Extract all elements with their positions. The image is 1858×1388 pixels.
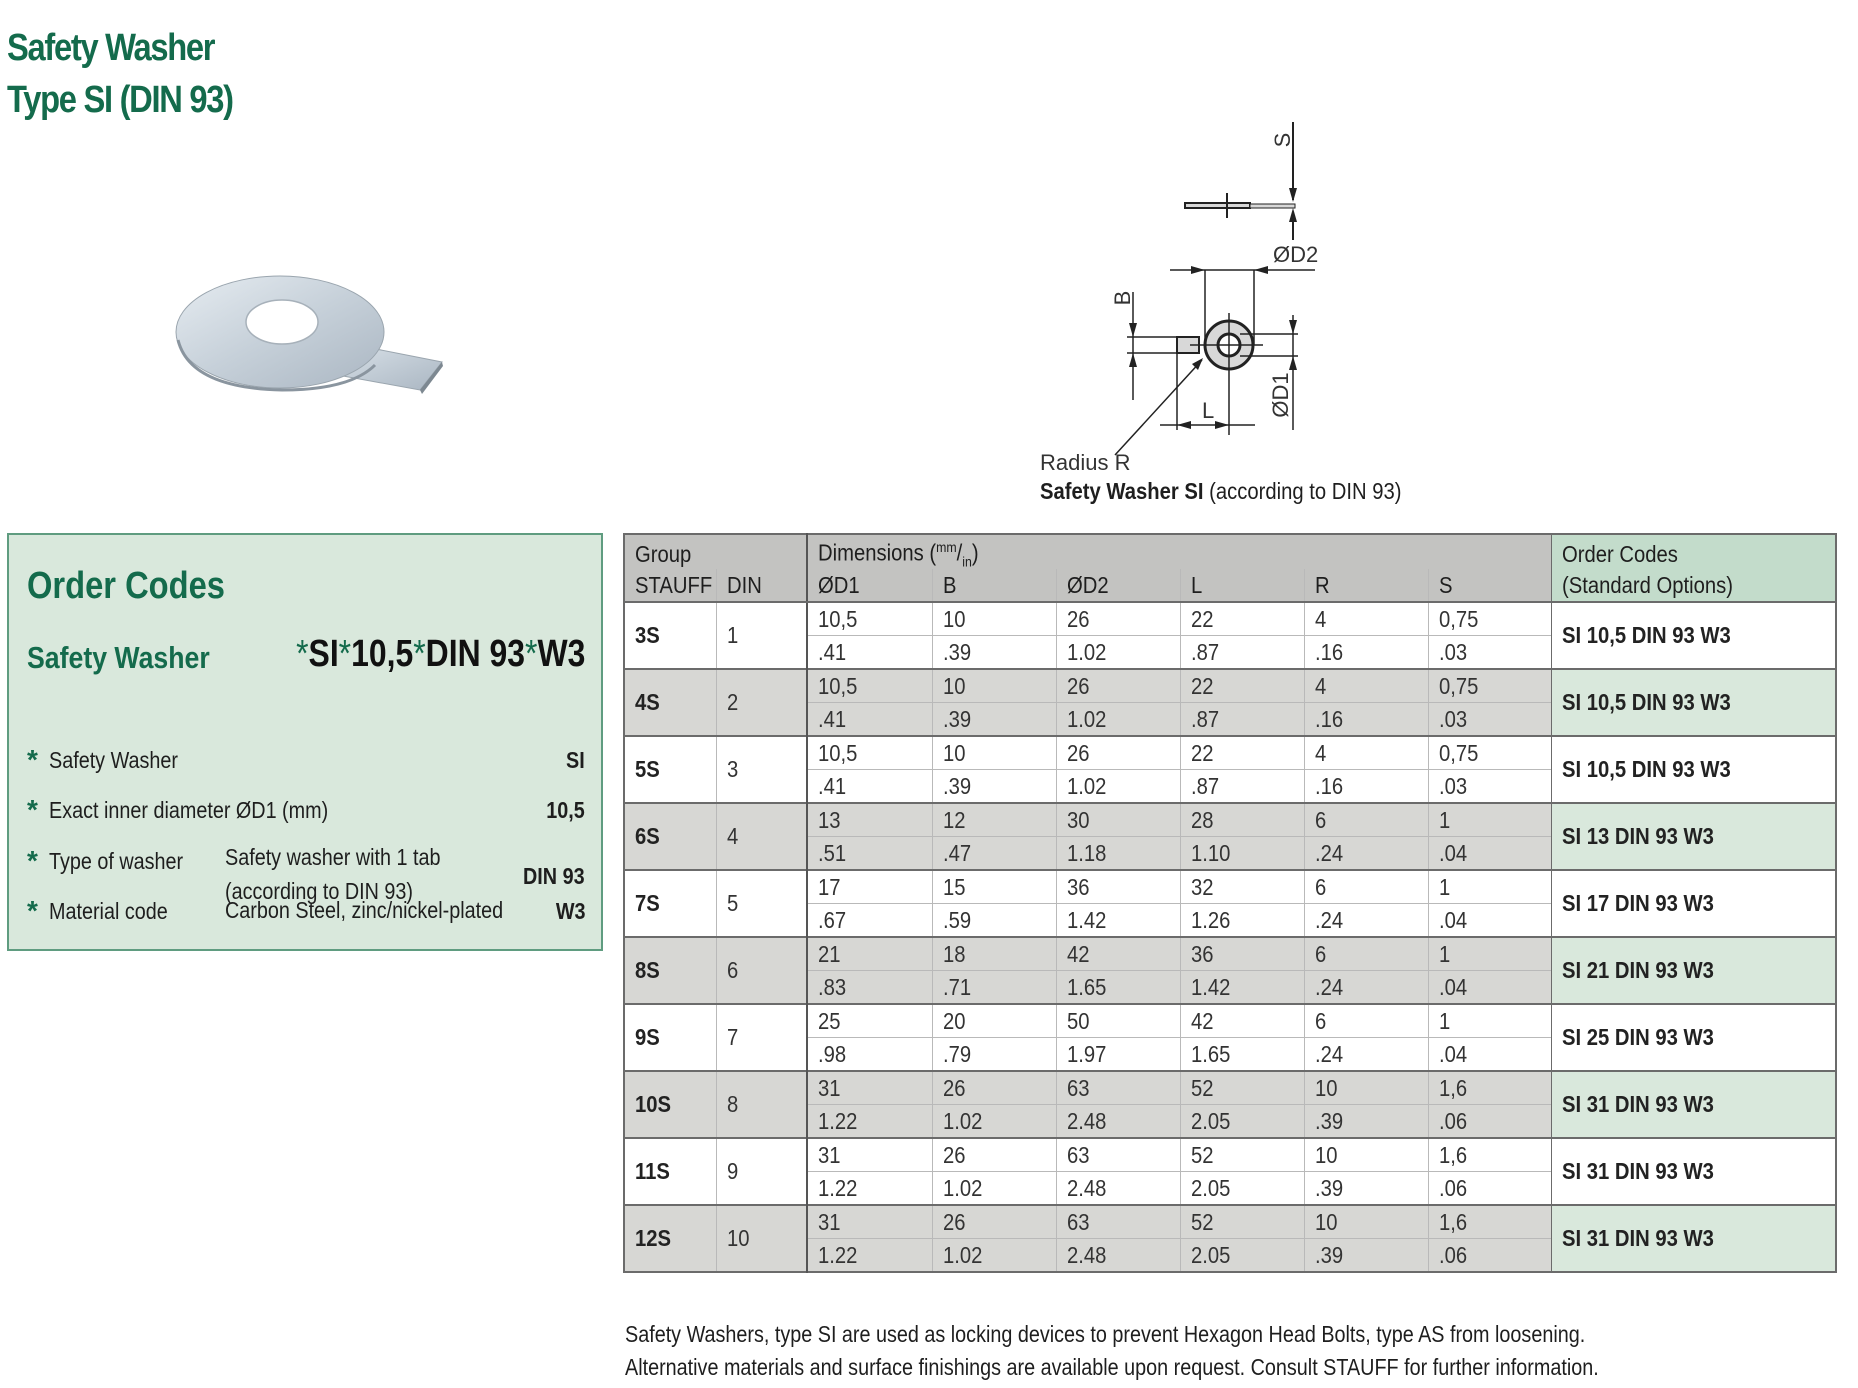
cell-in: 1.22 bbox=[807, 1105, 932, 1139]
order-code-pattern bbox=[296, 633, 585, 676]
caption-bold: Safety Washer SI bbox=[1040, 478, 1204, 504]
cell-din: 9 bbox=[716, 1138, 807, 1205]
cell-stauff: 11S bbox=[624, 1138, 716, 1205]
star-icon: * bbox=[27, 744, 38, 775]
cell-mm: 52 bbox=[1180, 1205, 1304, 1239]
cell-in: .04 bbox=[1428, 1038, 1551, 1072]
cell-in: .87 bbox=[1180, 703, 1304, 737]
header-b: B bbox=[932, 569, 1056, 602]
cell-mm: 31 bbox=[807, 1071, 932, 1105]
cell-mm: 26 bbox=[1056, 602, 1180, 636]
cell-order-code: SI 21 DIN 93 W3 bbox=[1551, 937, 1836, 1004]
order-row-label: Type of washer bbox=[49, 848, 184, 874]
cell-order-code: SI 25 DIN 93 W3 bbox=[1551, 1004, 1836, 1071]
cell-in: .39 bbox=[1304, 1172, 1428, 1206]
cell-order-code: SI 17 DIN 93 W3 bbox=[1551, 870, 1836, 937]
cell-in: .24 bbox=[1304, 904, 1428, 938]
header-d1: ØD1 bbox=[807, 569, 932, 602]
cell-mm: 10 bbox=[932, 736, 1056, 770]
cell-in: 2.05 bbox=[1180, 1105, 1304, 1139]
cell-mm: 1 bbox=[1428, 1004, 1551, 1038]
cell-mm: 6 bbox=[1304, 803, 1428, 837]
cell-mm: 10 bbox=[1304, 1071, 1428, 1105]
cell-mm: 63 bbox=[1056, 1138, 1180, 1172]
cell-mm: 1 bbox=[1428, 870, 1551, 904]
cell-order-code: SI 13 DIN 93 W3 bbox=[1551, 803, 1836, 870]
label-d1: ØD1 bbox=[1268, 372, 1293, 418]
order-codes-title: Order Codes bbox=[27, 565, 225, 607]
cell-din: 10 bbox=[716, 1205, 807, 1272]
footer-line-1: Safety Washers, type SI are used as locking devices to prevent Hexagon Head Bolts, type AS from loosening. bbox=[625, 1321, 1586, 1347]
cell-in: .04 bbox=[1428, 904, 1551, 938]
cell-in: .24 bbox=[1304, 971, 1428, 1005]
code-part-standard: DIN 93 bbox=[425, 633, 525, 675]
cell-in: .83 bbox=[807, 971, 932, 1005]
cell-stauff: 10S bbox=[624, 1071, 716, 1138]
star-icon: * bbox=[295, 633, 309, 675]
cell-mm: 52 bbox=[1180, 1071, 1304, 1105]
cell-in: .87 bbox=[1180, 770, 1304, 804]
cell-mm: 22 bbox=[1180, 669, 1304, 703]
cell-in: .06 bbox=[1428, 1105, 1551, 1139]
cell-in: .16 bbox=[1304, 770, 1428, 804]
cell-in: 1.97 bbox=[1056, 1038, 1180, 1072]
label-s: S bbox=[1270, 132, 1295, 148]
cell-in: .39 bbox=[932, 770, 1056, 804]
label-b: B bbox=[1110, 290, 1135, 306]
cell-in: .06 bbox=[1428, 1239, 1551, 1273]
label-l: L bbox=[1202, 398, 1215, 423]
cell-in: .04 bbox=[1428, 971, 1551, 1005]
header-l: L bbox=[1180, 569, 1304, 602]
cell-mm: 26 bbox=[1056, 669, 1180, 703]
cell-mm: 31 bbox=[807, 1205, 932, 1239]
cell-mm: 21 bbox=[807, 937, 932, 971]
cell-mm: 30 bbox=[1056, 803, 1180, 837]
cell-mm: 26 bbox=[932, 1138, 1056, 1172]
cell-in: .67 bbox=[807, 904, 932, 938]
title-line-2: Type SI (DIN 93) bbox=[7, 79, 233, 121]
cell-din: 1 bbox=[716, 602, 807, 669]
cell-mm: 32 bbox=[1180, 870, 1304, 904]
cell-din: 2 bbox=[716, 669, 807, 736]
cell-order-code: SI 31 DIN 93 W3 bbox=[1551, 1138, 1836, 1205]
table-row bbox=[624, 803, 1836, 837]
cell-in: 1.65 bbox=[1180, 1038, 1304, 1072]
technical-drawing bbox=[1030, 100, 1450, 470]
cell-mm: 1 bbox=[1428, 803, 1551, 837]
cell-mm: 26 bbox=[1056, 736, 1180, 770]
header-group: Group bbox=[624, 534, 807, 569]
cell-order-code: SI 31 DIN 93 W3 bbox=[1551, 1205, 1836, 1272]
cell-in: .24 bbox=[1304, 837, 1428, 871]
table-body bbox=[624, 602, 1836, 1272]
table-row bbox=[624, 1004, 1836, 1038]
cell-order-code: SI 10,5 DIN 93 W3 bbox=[1551, 736, 1836, 803]
cell-in: .06 bbox=[1428, 1172, 1551, 1206]
cell-in: .98 bbox=[807, 1038, 932, 1072]
star-icon: * bbox=[412, 633, 426, 675]
cell-in: .16 bbox=[1304, 703, 1428, 737]
cell-mm: 1,6 bbox=[1428, 1138, 1551, 1172]
cell-in: 1.42 bbox=[1180, 971, 1304, 1005]
plan-view bbox=[1115, 266, 1315, 455]
cell-mm: 10,5 bbox=[807, 669, 932, 703]
cell-in: .03 bbox=[1428, 636, 1551, 670]
cell-mm: 31 bbox=[807, 1138, 932, 1172]
cell-in: .03 bbox=[1428, 703, 1551, 737]
cell-in: 2.05 bbox=[1180, 1172, 1304, 1206]
header-dimensions: Dimensions $(^{mm}/_{in})$ bbox=[807, 534, 1551, 569]
cell-in: .47 bbox=[932, 837, 1056, 871]
cell-in: 1.18 bbox=[1056, 837, 1180, 871]
cell-in: 1.22 bbox=[807, 1172, 932, 1206]
cell-mm: 52 bbox=[1180, 1138, 1304, 1172]
cell-mm: 42 bbox=[1056, 937, 1180, 971]
cell-din: 5 bbox=[716, 870, 807, 937]
order-row-value: W3 bbox=[555, 898, 585, 924]
table-row bbox=[624, 870, 1836, 904]
cell-mm: 10 bbox=[932, 669, 1056, 703]
cell-order-code: SI 10,5 DIN 93 W3 bbox=[1551, 602, 1836, 669]
cell-in: 1.65 bbox=[1056, 971, 1180, 1005]
cell-mm: 20 bbox=[932, 1004, 1056, 1038]
cell-in: .04 bbox=[1428, 837, 1551, 871]
cell-in: .16 bbox=[1304, 636, 1428, 670]
cell-in: .51 bbox=[807, 837, 932, 871]
cell-in: .59 bbox=[932, 904, 1056, 938]
cell-in: 1.02 bbox=[932, 1105, 1056, 1139]
cell-din: 8 bbox=[716, 1071, 807, 1138]
description-line-2: (according to DIN 93) bbox=[225, 878, 413, 904]
title-line-1: Safety Washer bbox=[7, 27, 215, 69]
code-part-material: W3 bbox=[537, 633, 585, 675]
table-row bbox=[624, 736, 1836, 770]
table-row bbox=[624, 1071, 1836, 1105]
cell-stauff: 4S bbox=[624, 669, 716, 736]
header-r: R bbox=[1304, 569, 1428, 602]
star-icon: * bbox=[27, 845, 38, 876]
cell-in: .41 bbox=[807, 636, 932, 670]
dimensions-table bbox=[623, 533, 1837, 1273]
cell-in: .79 bbox=[932, 1038, 1056, 1072]
order-codes-panel bbox=[7, 533, 603, 951]
cell-in: 2.48 bbox=[1056, 1105, 1180, 1139]
cell-mm: 4 bbox=[1304, 669, 1428, 703]
cell-in: 1.02 bbox=[1056, 703, 1180, 737]
cell-mm: 26 bbox=[932, 1071, 1056, 1105]
cell-order-code: SI 31 DIN 93 W3 bbox=[1551, 1071, 1836, 1138]
cell-mm: 10 bbox=[1304, 1138, 1428, 1172]
caption-rest: (according to DIN 93) bbox=[1203, 478, 1402, 504]
cell-in: 1.10 bbox=[1180, 837, 1304, 871]
cell-mm: 1,6 bbox=[1428, 1071, 1551, 1105]
cell-mm: 6 bbox=[1304, 870, 1428, 904]
cell-in: .71 bbox=[932, 971, 1056, 1005]
cell-in: 1.02 bbox=[1056, 770, 1180, 804]
cell-stauff: 9S bbox=[624, 1004, 716, 1071]
table-row bbox=[624, 937, 1836, 971]
star-icon: * bbox=[338, 633, 351, 675]
cell-mm: 63 bbox=[1056, 1205, 1180, 1239]
cell-in: .24 bbox=[1304, 1038, 1428, 1072]
header-d2: ØD2 bbox=[1056, 569, 1180, 602]
order-row-label: Exact inner diameter ØD1 (mm) bbox=[49, 797, 329, 823]
cell-stauff: 6S bbox=[624, 803, 716, 870]
cell-in: 1.42 bbox=[1056, 904, 1180, 938]
description-line-1: Safety washer with 1 tab bbox=[225, 844, 441, 870]
cell-din: 3 bbox=[716, 736, 807, 803]
header-stauff: STAUFF bbox=[624, 569, 716, 602]
header-order-codes-sub: (Standard Options) bbox=[1551, 569, 1836, 602]
cell-mm: 13 bbox=[807, 803, 932, 837]
cell-mm: 63 bbox=[1056, 1071, 1180, 1105]
footer-line-2: Alternative materials and surface finishings are available upon request. Consult STAUFF for further information. bbox=[625, 1354, 1599, 1380]
cell-in: .39 bbox=[932, 703, 1056, 737]
star-icon: * bbox=[524, 633, 538, 675]
cell-mm: 6 bbox=[1304, 937, 1428, 971]
label-d2: ØD2 bbox=[1273, 242, 1319, 267]
cell-in: 2.48 bbox=[1056, 1239, 1180, 1273]
cell-mm: 28 bbox=[1180, 803, 1304, 837]
cell-din: 7 bbox=[716, 1004, 807, 1071]
order-row-value: 10,5 bbox=[546, 797, 585, 823]
cell-din: 4 bbox=[716, 803, 807, 870]
cell-stauff: 5S bbox=[624, 736, 716, 803]
cell-mm: 42 bbox=[1180, 1004, 1304, 1038]
code-part-type: SI bbox=[308, 633, 339, 675]
cell-din: 6 bbox=[716, 937, 807, 1004]
cell-in: 1.02 bbox=[932, 1172, 1056, 1206]
order-row-label: Material code bbox=[49, 898, 168, 924]
cell-mm: 1,6 bbox=[1428, 1205, 1551, 1239]
drawing-caption bbox=[1040, 478, 1401, 505]
cell-order-code: SI 10,5 DIN 93 W3 bbox=[1551, 669, 1836, 736]
cell-mm: 50 bbox=[1056, 1004, 1180, 1038]
cell-mm: 1 bbox=[1428, 937, 1551, 971]
cell-in: 1.22 bbox=[807, 1239, 932, 1273]
table-row bbox=[624, 602, 1836, 636]
page-title bbox=[7, 22, 233, 126]
table-row bbox=[624, 1138, 1836, 1172]
table-row bbox=[624, 1205, 1836, 1239]
order-row-label: Safety Washer bbox=[49, 747, 178, 773]
cell-mm: 10,5 bbox=[807, 736, 932, 770]
cell-in: 1.02 bbox=[1056, 636, 1180, 670]
cell-mm: 36 bbox=[1180, 937, 1304, 971]
cell-in: .39 bbox=[932, 636, 1056, 670]
cell-in: .41 bbox=[807, 703, 932, 737]
cell-mm: 10,5 bbox=[807, 602, 932, 636]
cell-stauff: 7S bbox=[624, 870, 716, 937]
header-s: S bbox=[1428, 569, 1551, 602]
cell-mm: 10 bbox=[1304, 1205, 1428, 1239]
cell-mm: 0,75 bbox=[1428, 669, 1551, 703]
header-din: DIN bbox=[716, 569, 807, 602]
cell-mm: 10 bbox=[932, 602, 1056, 636]
star-icon: * bbox=[27, 895, 38, 926]
cell-mm: 22 bbox=[1180, 736, 1304, 770]
cell-mm: 0,75 bbox=[1428, 602, 1551, 636]
cell-mm: 22 bbox=[1180, 602, 1304, 636]
cell-mm: 25 bbox=[807, 1004, 932, 1038]
footer-note bbox=[625, 1318, 1757, 1384]
cell-mm: 6 bbox=[1304, 1004, 1428, 1038]
cell-mm: 26 bbox=[932, 1205, 1056, 1239]
cell-mm: 18 bbox=[932, 937, 1056, 971]
order-row-description: Carbon Steel, zinc/nickel-plated bbox=[225, 897, 504, 923]
code-part-diameter: 10,5 bbox=[350, 633, 413, 675]
cell-mm: 12 bbox=[932, 803, 1056, 837]
cell-mm: 0,75 bbox=[1428, 736, 1551, 770]
cell-mm: 4 bbox=[1304, 736, 1428, 770]
washer-photo bbox=[170, 250, 470, 410]
cell-in: 1.02 bbox=[932, 1239, 1056, 1273]
cell-in: 1.26 bbox=[1180, 904, 1304, 938]
cell-in: 2.05 bbox=[1180, 1239, 1304, 1273]
cell-stauff: 3S bbox=[624, 602, 716, 669]
cell-stauff: 12S bbox=[624, 1205, 716, 1272]
order-row-value: DIN 93 bbox=[523, 863, 585, 889]
cell-in: 2.48 bbox=[1056, 1172, 1180, 1206]
order-codes-product: Safety Washer bbox=[27, 640, 210, 675]
header-order-codes: Order Codes bbox=[1551, 534, 1836, 569]
cell-in: .87 bbox=[1180, 636, 1304, 670]
cell-in: .03 bbox=[1428, 770, 1551, 804]
cell-mm: 36 bbox=[1056, 870, 1180, 904]
cell-stauff: 8S bbox=[624, 937, 716, 1004]
cell-in: .39 bbox=[1304, 1239, 1428, 1273]
cell-in: .41 bbox=[807, 770, 932, 804]
cell-mm: 17 bbox=[807, 870, 932, 904]
order-row-value: SI bbox=[566, 747, 585, 773]
label-radius: Radius R bbox=[1040, 450, 1131, 470]
table-row bbox=[624, 669, 1836, 703]
star-icon: * bbox=[27, 794, 38, 825]
cell-mm: 15 bbox=[932, 870, 1056, 904]
cell-in: .39 bbox=[1304, 1105, 1428, 1139]
cell-mm: 4 bbox=[1304, 602, 1428, 636]
